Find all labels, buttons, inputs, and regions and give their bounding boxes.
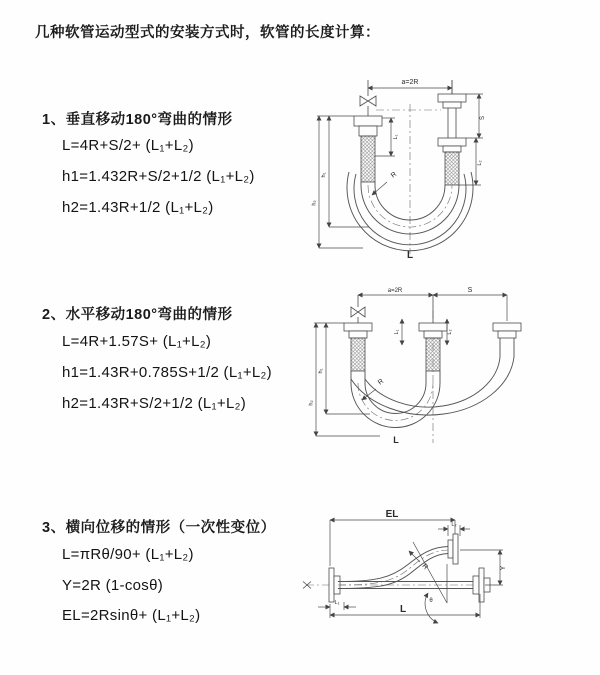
section-3-formula-y: Y=2R (1-cosθ) [62,577,164,594]
section-1-formula-h2: h2=1.43R+1/2 (L₁+L₂) [62,199,214,216]
dimension-l1 [318,600,356,610]
flange [354,116,382,126]
dimension-a2r [368,79,452,94]
section-2-formula-h2: h2=1.43R+S/2+1/2 (L₁+L₂) [62,395,247,412]
radius-label: R [376,377,386,387]
length-label: L [406,250,414,261]
dim-label-l2: L₂ [447,329,453,335]
moving-end-pipe [438,80,466,185]
dim-label-a2r: a=2R [387,288,403,294]
dim-label-h1: h₁ [318,368,324,374]
section-1-formula-h1: h1=1.432R+S/2+1/2 (L₁+L₂) [62,168,255,185]
hose-s-curve [338,547,448,589]
braided-hose-section [361,136,375,182]
section-2-formula-l: L=4R+1.57S+ (L₁+L₂) [62,333,212,350]
dim-label-l: L [399,604,407,615]
dimension-l [330,594,480,618]
flange [359,126,377,136]
dim-label-s: S [480,115,486,121]
dimension-s [466,94,486,138]
diagram-vertical-180-bend [313,70,585,260]
dimension-el [330,509,455,566]
dim-label-s: S [467,287,473,294]
section-2-heading: 2、水平移动180°弯曲的情形 [42,307,233,323]
diagram-lateral-displacement [298,506,598,648]
dim-label-h1: h₁ [321,172,327,178]
braided-hose-section [445,152,459,185]
section-1-heading: 1、垂直移动180°弯曲的情形 [42,112,233,128]
dim-label-el: EL [385,509,399,520]
dim-label-l2: L₂ [451,522,457,528]
dim-label-h2: h₂ [308,400,315,406]
section-2-formula-h1: h1=1.43R+0.785S+1/2 (L₁+L₂) [62,364,272,381]
braided-hose-section [351,338,365,371]
dim-label-l2: L₂ [477,160,483,166]
dimension-s [433,287,507,321]
dim-label-l1: L₁ [334,600,340,606]
angle-label: θ [429,598,433,604]
braided-hose-section [426,338,440,371]
length-label: L [393,435,399,445]
section-3-heading: 3、横向位移的情形（一次性变位） [42,520,276,536]
dim-label-l1: L₁ [393,134,399,140]
section-3-formula-el: EL=2Rsinθ+ (L₁+L₂) [62,607,201,624]
dimension-a2r [358,288,433,295]
displaced-position-flange [448,534,458,564]
section-1-formula-l: L=4R+S/2+ (L₁+L₂) [62,137,194,154]
flanges [344,323,521,338]
valve-icon [351,295,365,323]
page-title: 几种软管运动型式的安装方式时，软管的长度计算： [35,25,380,41]
dimension-l2 [447,319,453,345]
dim-label-h2: h₂ [311,200,318,206]
dim-label-a2r: a=2R [401,79,419,86]
section-3-formula-l: L=πRθ/90+ (L₁+L₂) [62,546,194,563]
valve-icon [360,80,376,116]
dim-label-l1: L₁ [394,329,400,335]
diagram-horizontal-180-bend [310,283,535,455]
radius-leader [372,171,398,195]
dim-label-y: Y [500,565,507,571]
radius-label: R [389,170,399,180]
dimension-l1 [394,319,402,345]
radius-label: R [420,562,430,572]
